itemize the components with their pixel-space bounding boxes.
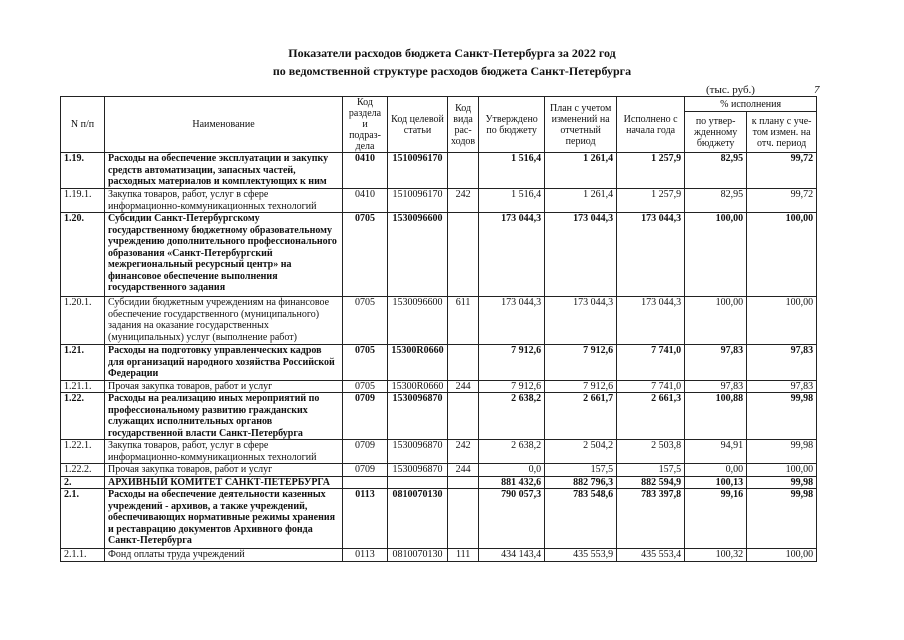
table-row (61, 440, 817, 464)
row-num: 2.1. (61, 489, 105, 549)
row-pct-plan: 99,98 (747, 440, 817, 464)
row-num: 1.19.1. (61, 189, 105, 213)
row-name: Прочая закупка товаров, работ и услуг (105, 464, 343, 477)
row-utv: 790 057,3 (479, 489, 545, 549)
row-vid (448, 489, 479, 549)
header-vid: Код вида рас-ходов (448, 97, 479, 153)
row-tsel: 1510096170 (388, 153, 448, 189)
row-pct-utv: 94,91 (685, 440, 747, 464)
row-name: Закупка товаров, работ, услуг в сфере информационно-коммуникационных технологий (105, 189, 343, 213)
row-plan: 2 661,7 (545, 393, 617, 440)
row-isp: 173 044,3 (617, 213, 685, 297)
row-isp: 1 257,9 (617, 153, 685, 189)
row-num: 1.21. (61, 345, 105, 381)
row-isp: 2 503,8 (617, 440, 685, 464)
row-vid (448, 393, 479, 440)
row-num: 1.21.1. (61, 380, 105, 393)
row-utv: 2 638,2 (479, 440, 545, 464)
row-plan: 173 044,3 (545, 213, 617, 297)
row-pct-plan: 99,98 (747, 393, 817, 440)
row-pct-utv: 97,83 (685, 380, 747, 393)
row-num: 1.22.2. (61, 464, 105, 477)
row-utv: 1 516,4 (479, 153, 545, 189)
row-pct-plan: 97,83 (747, 380, 817, 393)
row-razdel: 0705 (343, 380, 388, 393)
row-name: АРХИВНЫЙ КОМИТЕТ САНКТ-ПЕТЕРБУРГА (105, 476, 343, 489)
row-isp: 882 594,9 (617, 476, 685, 489)
row-name: Расходы на подготовку управленческих кадров для организаций народного хозяйства Российской Федерации (105, 345, 343, 381)
table-row (61, 213, 817, 297)
row-isp: 435 553,4 (617, 549, 685, 562)
row-num: 2.1.1. (61, 549, 105, 562)
row-name: Закупка товаров, работ, услуг в сфере информационно-коммуникационных технологий (105, 440, 343, 464)
table-row (61, 476, 817, 489)
row-plan: 2 504,2 (545, 440, 617, 464)
header-utv: Утверждено по бюджету (479, 97, 545, 153)
row-plan: 435 553,9 (545, 549, 617, 562)
row-vid: 242 (448, 189, 479, 213)
row-tsel: 1530096600 (388, 297, 448, 345)
row-pct-utv: 82,95 (685, 153, 747, 189)
table-row (61, 393, 817, 440)
row-tsel: 1530096870 (388, 393, 448, 440)
table-row (61, 189, 817, 213)
table-row (61, 297, 817, 345)
expenditure-table (60, 96, 817, 562)
row-vid: 111 (448, 549, 479, 562)
table-row (61, 549, 817, 562)
row-utv: 881 432,6 (479, 476, 545, 489)
row-razdel: 0709 (343, 464, 388, 477)
row-name: Фонд оплаты труда учреждений (105, 549, 343, 562)
row-plan: 882 796,3 (545, 476, 617, 489)
row-pct-plan: 97,83 (747, 345, 817, 381)
row-pct-plan: 99,72 (747, 189, 817, 213)
row-pct-plan: 100,00 (747, 213, 817, 297)
row-utv: 7 912,6 (479, 345, 545, 381)
table-row (61, 489, 817, 549)
row-vid (448, 213, 479, 297)
header-razdel: Код раздела и подраз-дела (343, 97, 388, 153)
row-utv: 2 638,2 (479, 393, 545, 440)
row-razdel: 0410 (343, 153, 388, 189)
row-pct-plan: 99,72 (747, 153, 817, 189)
row-razdel (343, 476, 388, 489)
row-tsel: 0810070130 (388, 549, 448, 562)
row-vid: 244 (448, 464, 479, 477)
row-tsel (388, 476, 448, 489)
report-title-line2: по ведомственной структуре расходов бюджета Санкт-Петербурга (272, 64, 632, 78)
row-name: Прочая закупка товаров, работ и услуг (105, 380, 343, 393)
row-pct-plan: 99,98 (747, 489, 817, 549)
row-pct-utv: 100,00 (685, 297, 747, 345)
row-isp: 1 257,9 (617, 189, 685, 213)
row-plan: 157,5 (545, 464, 617, 477)
row-num: 1.22. (61, 393, 105, 440)
row-plan: 783 548,6 (545, 489, 617, 549)
row-isp: 783 397,8 (617, 489, 685, 549)
row-razdel: 0113 (343, 489, 388, 549)
table-body (61, 153, 817, 562)
row-num: 1.22.1. (61, 440, 105, 464)
row-pct-utv: 0,00 (685, 464, 747, 477)
header-name: Наименование (105, 97, 343, 153)
report-title-line1: Показатели расходов бюджета Санкт-Петербурга за 2022 год (288, 46, 616, 60)
row-pct-plan: 100,00 (747, 464, 817, 477)
row-tsel: 1510096170 (388, 189, 448, 213)
table-row (61, 464, 817, 477)
row-tsel: 15300R0660 (388, 380, 448, 393)
row-pct-utv: 82,95 (685, 189, 747, 213)
row-tsel: 1530096600 (388, 213, 448, 297)
row-tsel: 15300R0660 (388, 345, 448, 381)
row-utv: 434 143,4 (479, 549, 545, 562)
table-row (61, 345, 817, 381)
row-utv: 173 044,3 (479, 213, 545, 297)
row-plan: 1 261,4 (545, 189, 617, 213)
row-utv: 0,0 (479, 464, 545, 477)
row-name: Субсидии Санкт-Петербургскому государственному бюджетному образовательному учреждению дополнительного профессионального образования «Санкт-Петербургский межрегиональный ресурсный центр» на финансовое обеспечение выполнения государственного задания (105, 213, 343, 297)
row-razdel: 0705 (343, 345, 388, 381)
header-isp: Исполнено с начала года (617, 97, 685, 153)
row-tsel: 0810070130 (388, 489, 448, 549)
row-isp: 157,5 (617, 464, 685, 477)
row-num: 1.19. (61, 153, 105, 189)
row-vid (448, 345, 479, 381)
row-plan: 173 044,3 (545, 297, 617, 345)
row-isp: 173 044,3 (617, 297, 685, 345)
row-utv: 1 516,4 (479, 189, 545, 213)
header-tsel: Код целевой статьи (388, 97, 448, 153)
row-vid: 611 (448, 297, 479, 345)
row-pct-utv: 100,88 (685, 393, 747, 440)
row-tsel: 1530096870 (388, 464, 448, 477)
row-vid (448, 476, 479, 489)
row-num: 1.20. (61, 213, 105, 297)
row-isp: 2 661,3 (617, 393, 685, 440)
units-label: (тыс. руб.) (706, 84, 755, 96)
row-name: Расходы на реализацию иных мероприятий по профессиональному развитию гражданских служащих исполнительных органов государственной власти Санкт-Петербурга (105, 393, 343, 440)
header-pct-utv: по утвер-жденному бюджету (685, 112, 747, 153)
row-utv: 7 912,6 (479, 380, 545, 393)
header-plan: План с учетом изменений на отчетный период (545, 97, 617, 153)
row-razdel: 0113 (343, 549, 388, 562)
table-row (61, 153, 817, 189)
row-utv: 173 044,3 (479, 297, 545, 345)
row-pct-utv: 97,83 (685, 345, 747, 381)
header-num: N п/п (61, 97, 105, 153)
row-razdel: 0705 (343, 297, 388, 345)
row-plan: 1 261,4 (545, 153, 617, 189)
row-num: 2. (61, 476, 105, 489)
header-pct-plan: к плану с уче-том измен. на отч. период (747, 112, 817, 153)
row-name: Субсидии бюджетным учреждениям на финансовое обеспечение государственного (муниципального) задания на оказание государственных (муниципальных) услуг (выполнение работ) (105, 297, 343, 345)
row-vid: 242 (448, 440, 479, 464)
row-isp: 7 741,0 (617, 345, 685, 381)
row-pct-plan: 100,00 (747, 549, 817, 562)
row-pct-plan: 100,00 (747, 297, 817, 345)
row-tsel: 1530096870 (388, 440, 448, 464)
row-razdel: 0709 (343, 440, 388, 464)
row-vid (448, 153, 479, 189)
row-name: Расходы на обеспечение эксплуатации и закупку средств автоматизации, запасных частей, расходных материалов и комплектующих к ним (105, 153, 343, 189)
page-number: 7 (814, 84, 820, 96)
row-vid: 244 (448, 380, 479, 393)
row-num: 1.20.1. (61, 297, 105, 345)
row-pct-utv: 99,16 (685, 489, 747, 549)
row-pct-utv: 100,00 (685, 213, 747, 297)
row-isp: 7 741,0 (617, 380, 685, 393)
row-name: Расходы на обеспечение деятельности казенных учреждений - архивов, а также учреждений, обеспечивающих нормативные режимы хранения и реставрацию документов Архивного фонда Санкт-Петербурга (105, 489, 343, 549)
header-pct: % исполнения (685, 97, 817, 112)
table-row (61, 380, 817, 393)
row-razdel: 0705 (343, 213, 388, 297)
row-plan: 7 912,6 (545, 345, 617, 381)
row-razdel: 0410 (343, 189, 388, 213)
row-pct-plan: 99,98 (747, 476, 817, 489)
row-plan: 7 912,6 (545, 380, 617, 393)
row-pct-utv: 100,32 (685, 549, 747, 562)
row-pct-utv: 100,13 (685, 476, 747, 489)
row-razdel: 0709 (343, 393, 388, 440)
